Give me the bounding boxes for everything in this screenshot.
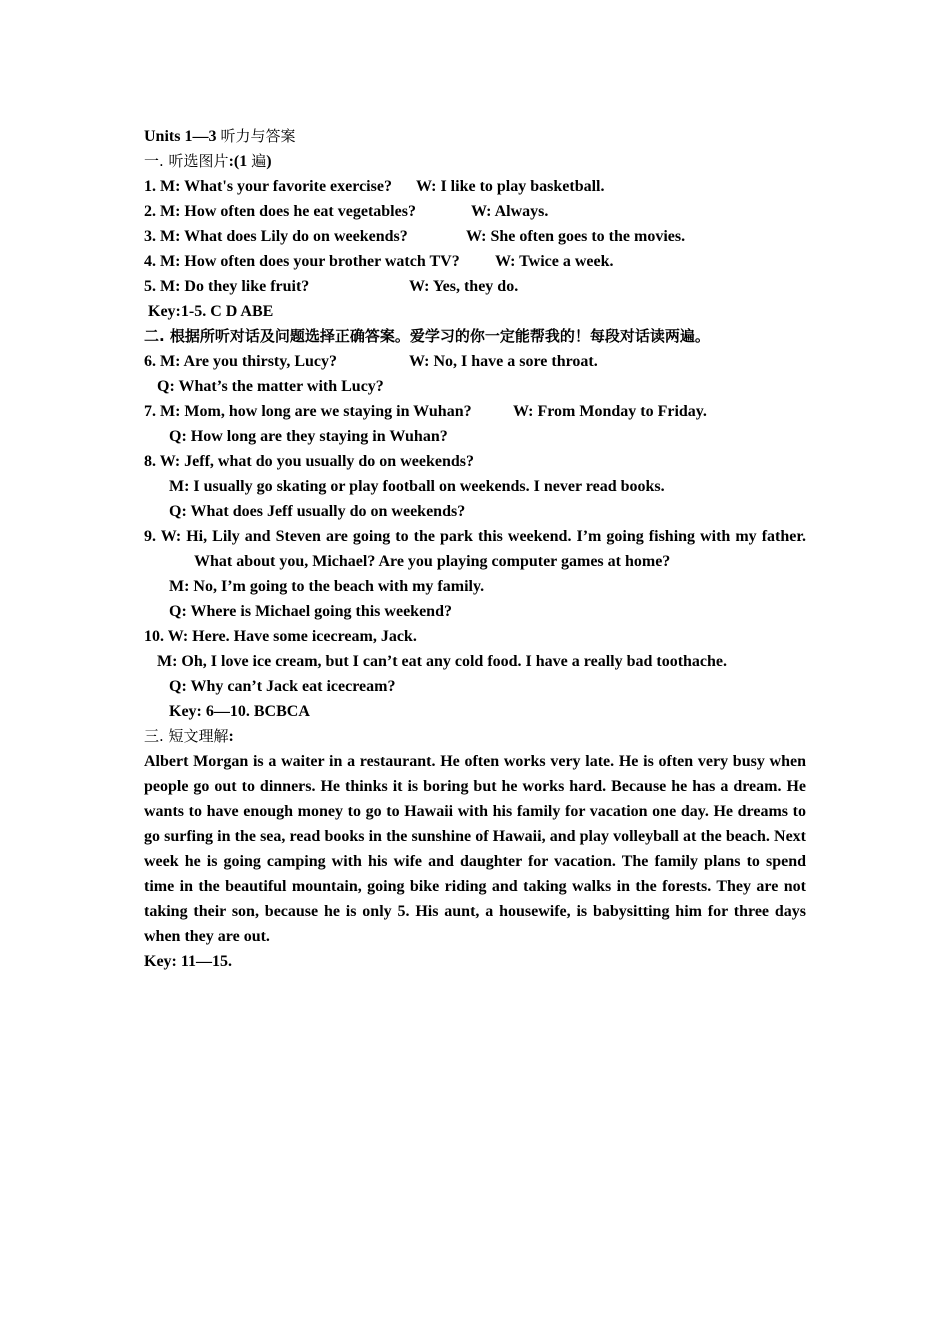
section2-heading: 二. 根据所听对话及问题选择正确答案。爱学习的你一定能帮我的！每段对话读两遍。	[144, 327, 710, 345]
dialogue-10-m: M: Oh, I love ice cream, but I can’t eat any cold food. I have a really bad toothache.	[157, 653, 728, 670]
question-8: Q: What does Jeff usually do on weekends?	[169, 503, 466, 520]
dialogue-10-w: 10. W: Here. Have some icecream, Jack.	[144, 628, 417, 645]
dialogue-8-w: 8. W: Jeff, what do you usually do on weekends?	[144, 453, 474, 470]
dialogue-9-m: M: No, I’m going to the beach with my family.	[169, 578, 485, 595]
answer-key-2: Key: 6—10. BCBCA	[169, 703, 310, 720]
document-page	[144, 124, 806, 974]
answer-key-1: Key:1-5. C D ABE	[148, 303, 274, 320]
dialogue-8-m: M: I usually go skating or play football on weekends. I never read books.	[169, 478, 665, 495]
question-6: Q: What’s the matter with Lucy?	[157, 378, 384, 395]
section1-heading: 一. 听选图片:(1 遍)	[144, 152, 272, 170]
dialogue-item-5: 5. M: Do they like fruit? W: Yes, they do.	[144, 278, 519, 295]
question-10: Q: Why can’t Jack eat icecream?	[169, 678, 396, 695]
page-title: Units 1—3 听力与答案	[144, 127, 296, 145]
dialogue-item-2: 2. M: How often does he eat vegetables? W: Always.	[144, 203, 549, 220]
dialogue-item-4: 4. M: How often does your brother watch TV? W: Twice a week.	[144, 253, 614, 270]
section3-heading: 三. 短文理解:	[144, 727, 234, 745]
reading-passage: Albert Morgan is a waiter in a restaurant. He often works very late. He is often very busy when people go out to dinners. He thinks it is boring but he works hard. Because he has a dream. He wants to have enough money to go to Hawaii with his family for vacation one day. He dreams to go surfing in the sea, read books in the sunshine of Hawaii, and play volleyball at the beach. Next week he is going camping with his wife and daughter for vacation. The family plans to spend time in the beautiful mountain, going bike riding and taking walks in the forests. They are not taking their son, because he is only 5. His aunt, a housewife, is babysitting him for three days when they are out.	[144, 753, 806, 945]
dialogue-7-m: 7. M: Mom, how long are we staying in Wuhan? W: From Monday to Friday.	[144, 403, 707, 420]
answer-key-3: Key: 11—15.	[144, 953, 232, 970]
question-9: Q: Where is Michael going this weekend?	[169, 603, 452, 620]
question-7: Q: How long are they staying in Wuhan?	[169, 428, 448, 445]
dialogue-item-1: 1. M: What's your favorite exercise? W: I like to play basketball.	[144, 178, 605, 195]
dialogue-item-3: 3. M: What does Lily do on weekends? W: She often goes to the movies.	[144, 228, 686, 245]
dialogue-6-m: 6. M: Are you thirsty, Lucy? W: No, I have a sore throat.	[144, 353, 598, 370]
dialogue-9-w: 9. W: Hi, Lily and Steven are going to the park this weekend. I’m going fishing with my father. What about you, Michael? Are you playing computer games at home?	[144, 528, 806, 570]
